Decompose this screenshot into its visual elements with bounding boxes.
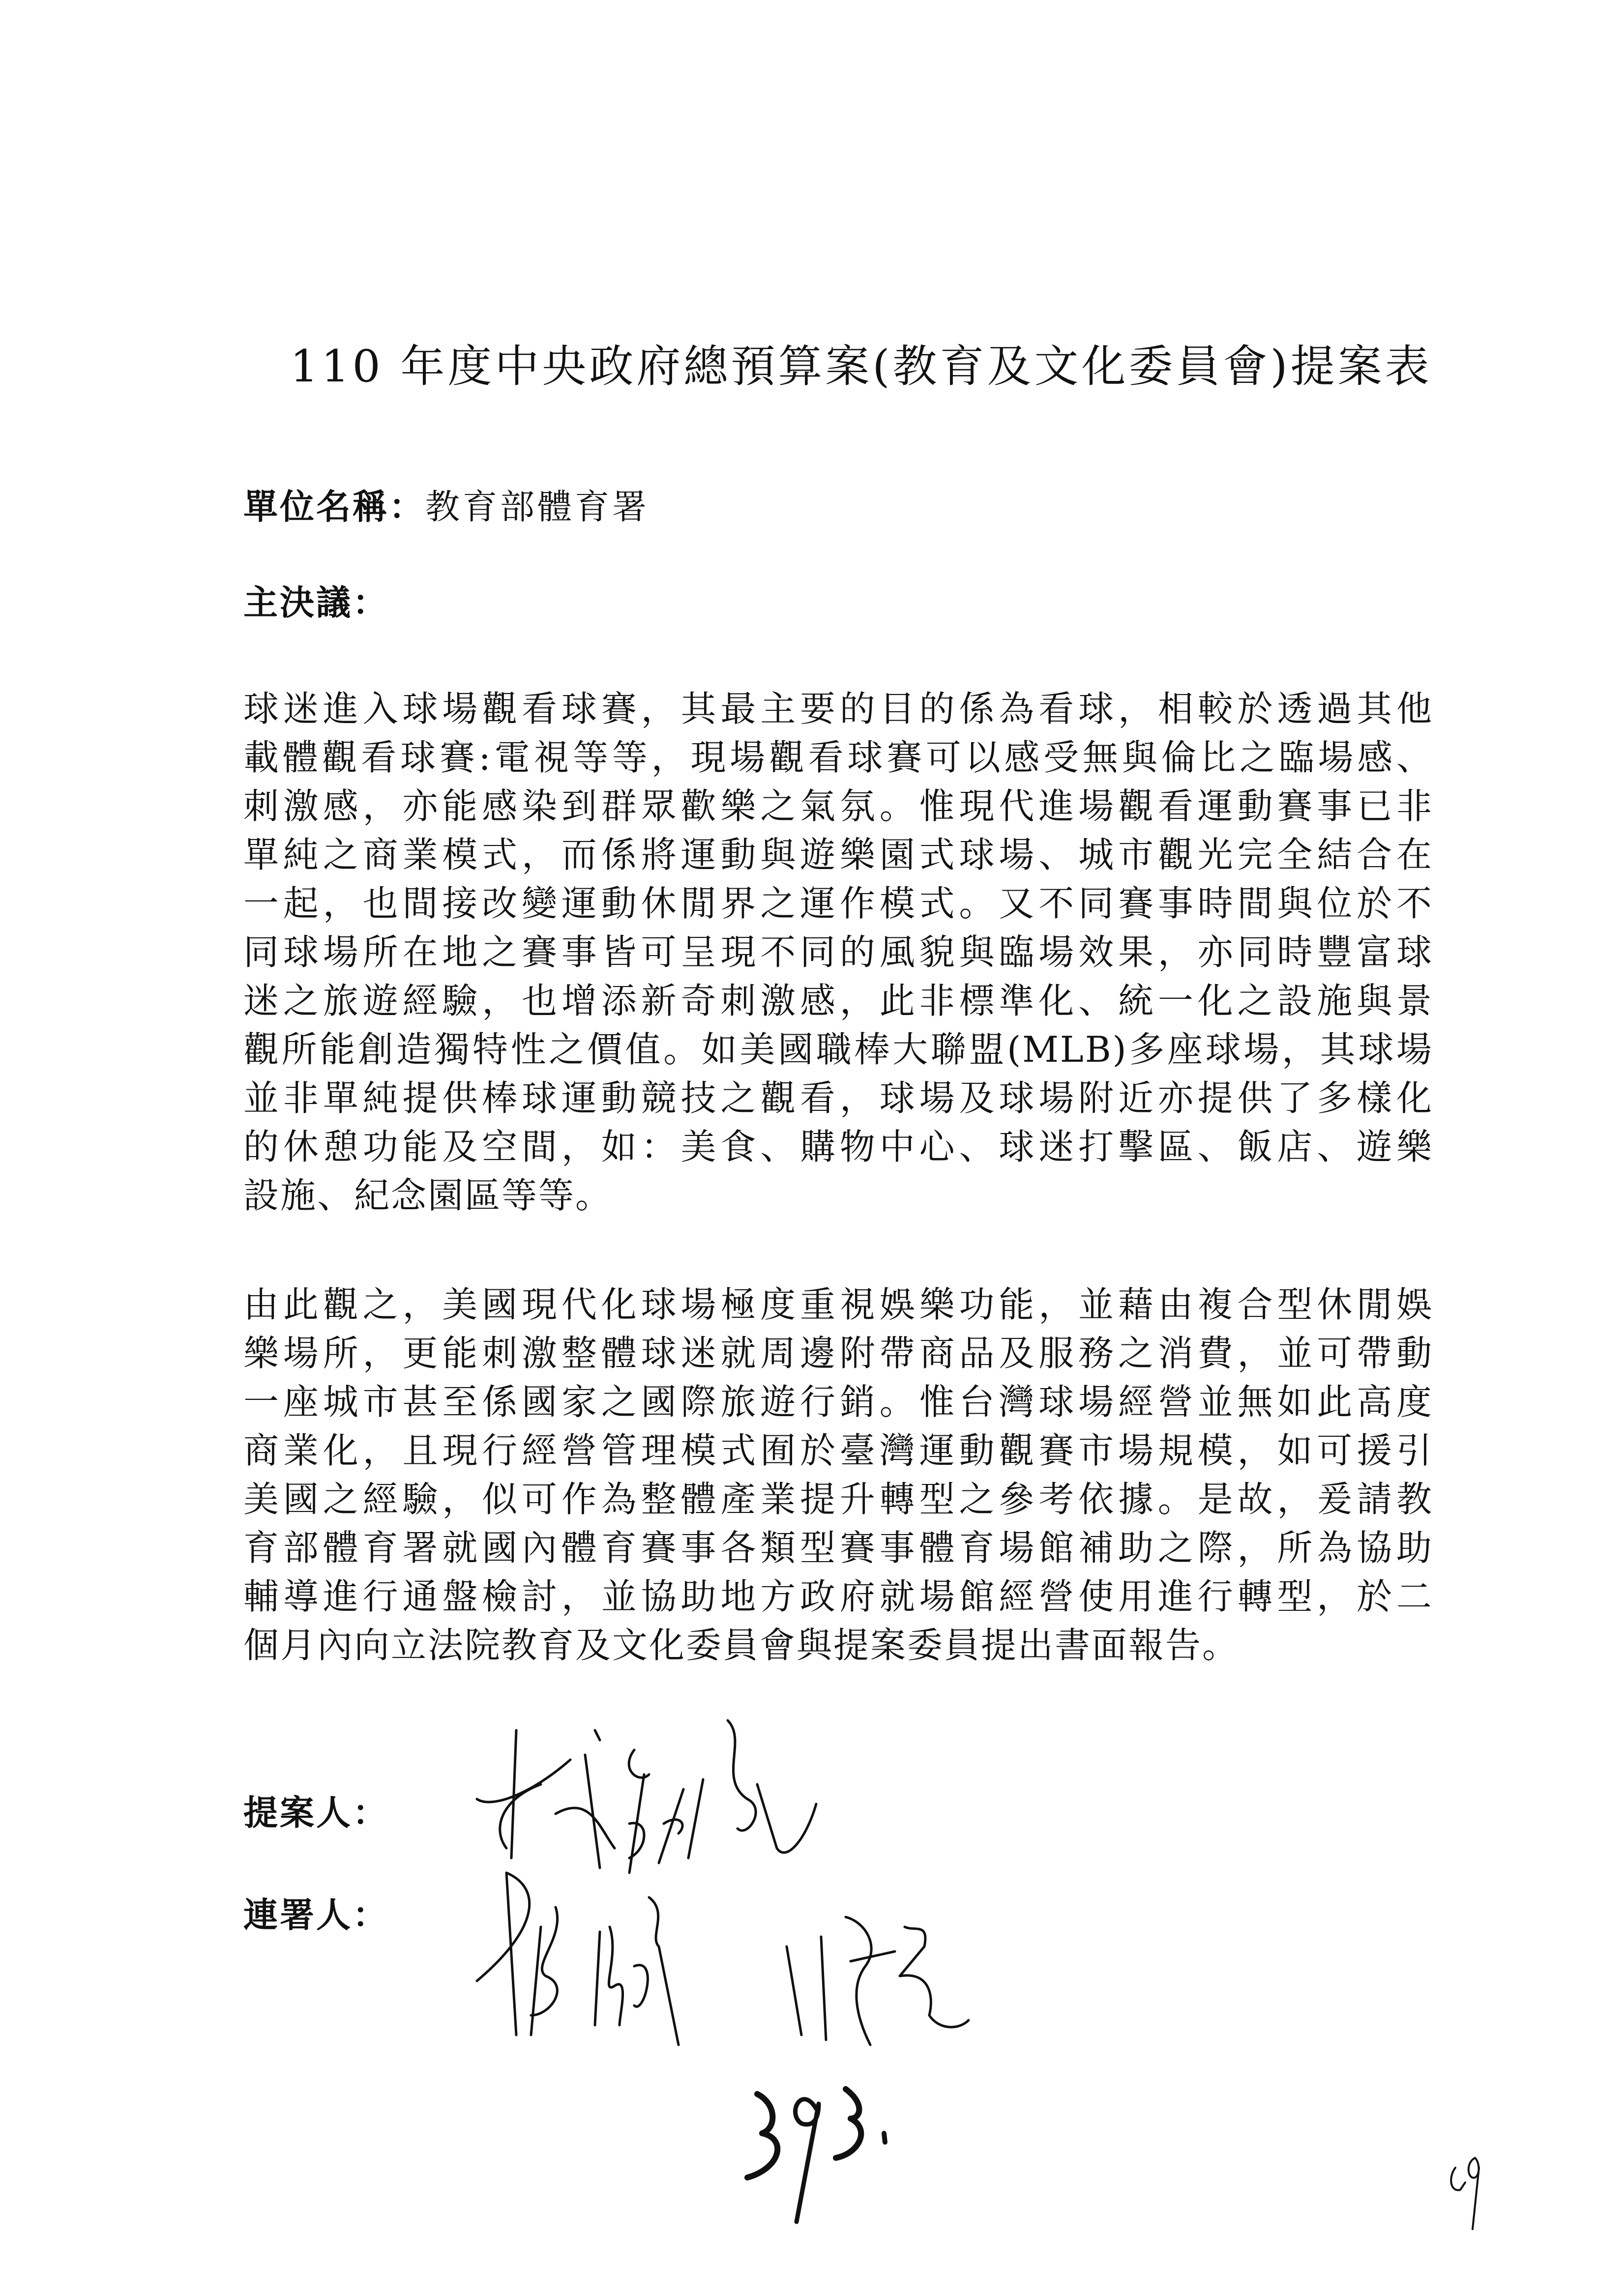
paragraph-line: 的休憩功能及空間，如：美食、購物中心、球迷打擊區、飯店、遊樂: [243, 1126, 1433, 1167]
paragraph-line: 美國之經驗，似可作為整體產業提升轉型之參考依據。是故，爰請教: [243, 1479, 1433, 1520]
paragraph-line: 設施、紀念園區等等。: [243, 1175, 613, 1216]
resolution-paragraph-2: [243, 1280, 1433, 1670]
unit-name-label: 單位名稱：: [243, 487, 425, 527]
paragraph-line: 育部體育署就國內體育賽事各類型賽事體育場館補助之際，所為協助: [243, 1527, 1433, 1569]
paragraph-line: 並非單純提供棒球運動競技之觀看，球場及球場附近亦提供了多樣化: [243, 1077, 1433, 1119]
unit-name-row: [243, 479, 650, 529]
paragraph-line: 迷之旅遊經驗，也增添新奇刺激感，此非標準化、統一化之設施與景: [243, 980, 1433, 1021]
paragraph-line: 載體觀看球賽:電視等等，現場觀看球賽可以感受無與倫比之臨場感、: [243, 737, 1433, 778]
proposer-label: 提案人：: [243, 1793, 389, 1833]
page-number: [1446, 2153, 1505, 2234]
main-resolution-label: 主決議：: [243, 582, 389, 623]
unit-name-value: 教育部體育署: [425, 487, 650, 527]
handwritten-number: [738, 2084, 944, 2214]
paragraph-line: 個月內向立法院教育及文化委員會與提案委員提出書面報告。: [243, 1625, 1240, 1666]
paragraph-line: 一座城市甚至係國家之國際旅遊行銷。惟台灣球場經營並無如此高度: [243, 1381, 1433, 1423]
paragraph-line: 輔導進行通盤檢討，並協助地方政府就場館經營使用進行轉型，於二: [243, 1576, 1433, 1617]
paragraph-line: 觀所能創造獨特性之價值。如美國職棒大聯盟(MLB)多座球場，其球場: [243, 1029, 1433, 1070]
paragraph-line: 一起，也間接改變運動休閒界之運作模式。又不同賽事時間與位於不: [243, 883, 1433, 924]
paragraph-line: 由此觀之，美國現代化球場極度重視娛樂功能，並藉由複合型休閒娛: [243, 1284, 1433, 1325]
paragraph-line: 球迷進入球場觀看球賽，其最主要的目的係為看球，相較於透過其他: [243, 688, 1433, 729]
paragraph-line: 樂場所，更能刺激整體球迷就周邊附帶商品及服務之消費，並可帶動: [243, 1333, 1433, 1374]
document-title: 110 年度中央政府總預算案(教育及文化委員會)提案表: [290, 341, 1432, 392]
resolution-paragraph-1: [243, 685, 1433, 1220]
paragraph-line: 商業化，且現行經營管理模式囿於臺灣運動觀賽市場規模，如可援引: [243, 1430, 1433, 1471]
paragraph-line: 同球場所在地之賽事皆可呈現不同的風貌與臨場效果，亦同時豐富球: [243, 931, 1433, 973]
cosigner-signature-2: [782, 1907, 1077, 2057]
cosigner-signature-1: [472, 1868, 816, 2047]
proposer-signature: [472, 1701, 915, 1870]
paragraph-line: 刺激感，亦能感染到群眾歡樂之氣氛。惟現代進場觀看運動賽事已非: [243, 785, 1433, 827]
paragraph-line: 單純之商業模式，而係將運動與遊樂園式球場、城市觀光完全結合在: [243, 834, 1433, 875]
cosigner-label: 連署人：: [243, 1895, 389, 1935]
